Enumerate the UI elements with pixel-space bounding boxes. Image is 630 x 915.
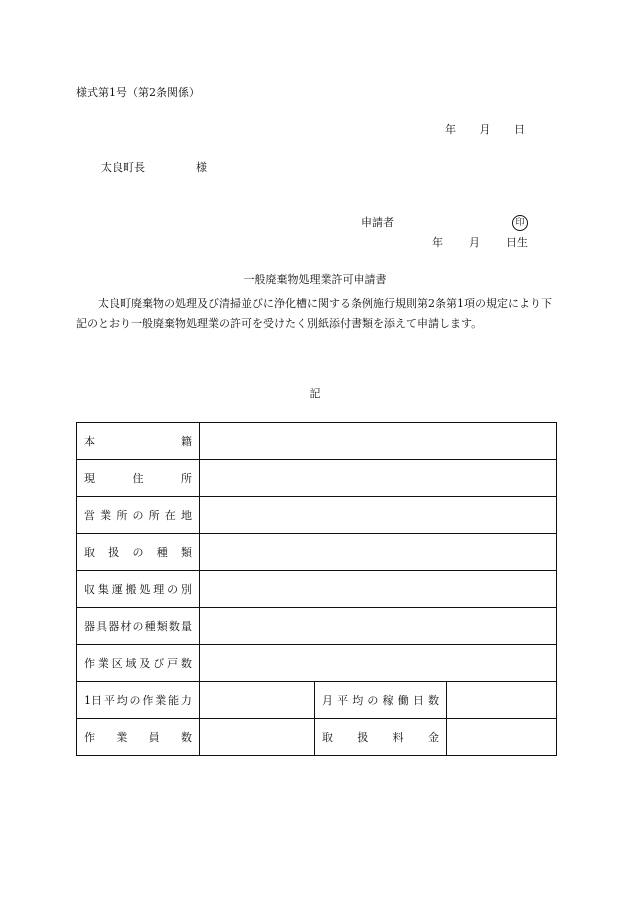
label-char: び	[153, 657, 165, 670]
row-label-right	[315, 682, 447, 719]
label-char: 量	[181, 620, 192, 633]
label-char: 均	[352, 694, 364, 707]
label-char: 業	[116, 731, 128, 744]
label-char: 働	[397, 694, 409, 707]
document-title: 一般廃棄物処理業許可申請書	[243, 273, 387, 286]
row-value-field[interactable]	[200, 608, 557, 645]
row-value-field-right[interactable]	[447, 719, 557, 756]
label-char: の	[167, 583, 179, 596]
label-char: 取	[84, 546, 95, 559]
label-char: 能	[168, 694, 180, 707]
row-value-field[interactable]	[200, 423, 557, 460]
label-char: 取	[322, 731, 333, 744]
label-char: 別	[180, 583, 192, 596]
row-value-field[interactable]	[200, 645, 557, 682]
label-char: 数	[180, 731, 192, 744]
label-char: 業	[155, 694, 167, 707]
label-char: 作	[84, 657, 95, 670]
label-char: 集	[97, 583, 109, 596]
date-day-label: 日	[514, 123, 525, 136]
submission-date-line	[445, 123, 525, 137]
table-row	[77, 497, 557, 534]
date-month-label: 月	[479, 123, 491, 136]
label-char: 稼	[382, 694, 394, 707]
label-char: 平	[337, 694, 349, 707]
label-char: 運	[111, 583, 123, 596]
label-char: 種	[156, 546, 168, 559]
row-label-left	[77, 719, 200, 756]
row-label	[77, 534, 200, 571]
row-label	[77, 497, 200, 534]
label-char: 所	[116, 509, 128, 522]
label-char: 均	[116, 694, 128, 707]
label-char: 数	[168, 620, 180, 633]
birth-day-label: 日生	[506, 236, 528, 249]
row-value-field[interactable]	[200, 460, 557, 497]
table-row	[77, 460, 557, 497]
row-label-left	[77, 682, 200, 719]
label-char: の	[132, 546, 144, 559]
label-char: 平	[103, 694, 115, 707]
label-char: 地	[180, 509, 192, 522]
label-char: 扱	[108, 546, 120, 559]
row-label	[77, 645, 200, 682]
table-row	[77, 608, 557, 645]
label-char: 具	[96, 620, 108, 633]
label-char: 本	[84, 435, 95, 448]
row-label	[77, 423, 200, 460]
applicant-label: 申請者	[361, 216, 394, 229]
label-char: 器	[84, 620, 95, 633]
row-value-field-left[interactable]	[200, 719, 315, 756]
addressee-honorific: 様	[196, 161, 207, 174]
seal-mark: 印	[512, 215, 528, 231]
label-char: 作	[142, 694, 154, 707]
row-label	[77, 571, 200, 608]
label-char: 料	[392, 731, 404, 744]
label-char: 搬	[125, 583, 137, 596]
row-label	[77, 460, 200, 497]
label-char: 業	[100, 509, 112, 522]
row-value-field-left[interactable]	[200, 682, 315, 719]
label-char: の	[129, 694, 141, 707]
table-row	[77, 682, 557, 719]
addressee-name: 太良町長	[101, 161, 145, 174]
label-char: 域	[125, 657, 137, 670]
ki-heading: 記	[309, 387, 321, 400]
label-char: 材	[120, 620, 132, 633]
table-row	[77, 534, 557, 571]
label-char: 数	[180, 657, 192, 670]
table-row	[77, 719, 557, 756]
birth-year-label: 年	[432, 236, 443, 249]
label-char: 営	[84, 509, 95, 522]
label-char: 収	[84, 583, 95, 596]
label-char: 住	[132, 472, 144, 485]
label-char: 日	[412, 694, 424, 707]
row-value-field-right[interactable]	[447, 682, 557, 719]
label-char: 籍	[181, 435, 192, 448]
birth-date-line	[432, 236, 528, 250]
label-char: 業	[97, 657, 109, 670]
row-label	[77, 608, 200, 645]
label-char: 扱	[357, 731, 369, 744]
label-char: 理	[153, 583, 165, 596]
label-char: 所	[148, 509, 160, 522]
table-row	[77, 645, 557, 682]
label-char: 処	[139, 583, 151, 596]
label-char: 区	[111, 657, 123, 670]
label-char: 類	[156, 620, 168, 633]
label-char: 戸	[167, 657, 179, 670]
row-value-field[interactable]	[200, 571, 557, 608]
label-char: 作	[84, 731, 95, 744]
label-char: 種	[144, 620, 156, 633]
table-row	[77, 571, 557, 608]
application-body-text: 太良町廃棄物の処理及び清掃並びに浄化槽に関する条例施行規則第2条第1項の規定により下記のとおり一般廃棄物処理業の許可を受けたく別紙添付書類を添えて申請します。	[76, 297, 552, 330]
date-year-label: 年	[445, 123, 456, 136]
label-char: 類	[181, 546, 192, 559]
row-value-field[interactable]	[200, 534, 557, 571]
label-char: の	[367, 694, 379, 707]
label-char: 金	[427, 731, 439, 744]
label-char: 現	[84, 472, 95, 485]
label-char: 力	[180, 694, 192, 707]
label-char: 在	[164, 509, 176, 522]
row-label-right	[315, 719, 447, 756]
table-row	[77, 423, 557, 460]
label-char: の	[132, 509, 144, 522]
row-value-field[interactable]	[200, 497, 557, 534]
birth-month-label: 月	[469, 236, 480, 249]
form-number: 様式第1号（第2条関係）	[76, 86, 200, 99]
label-char: 月	[322, 694, 333, 707]
label-char: 員	[148, 731, 160, 744]
label-char: の	[132, 620, 144, 633]
label-char: 1日	[84, 694, 102, 707]
label-char: 器	[108, 620, 120, 633]
label-char: 及	[139, 657, 151, 670]
label-char: 所	[181, 472, 192, 485]
label-char: 数	[427, 694, 439, 707]
application-form-table	[76, 422, 557, 756]
